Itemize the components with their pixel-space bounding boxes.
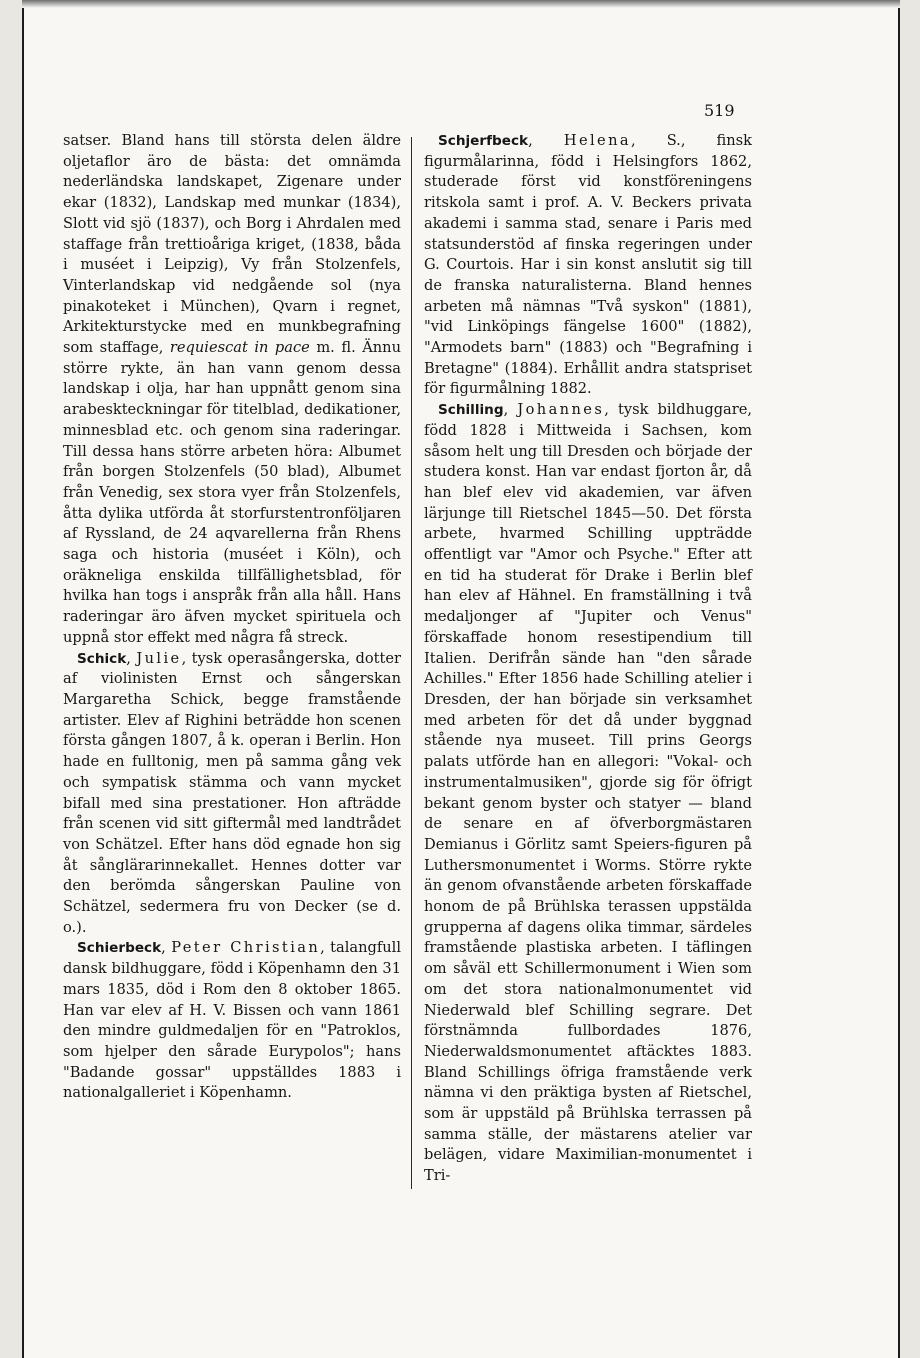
entry-schick [63, 649, 401, 939]
entry-text: , [126, 649, 137, 667]
entry-text: , [161, 939, 172, 957]
entry-text: m. fl. Ännu större rykte, än han vann genom dessa landskap i olja, har han uppnått genom sina arabeskteckningar för titelblad, dedikationer, minnesblad etc. och genom sina raderingar. Till dessa hans större arbeten höra: Albumet från borgen Stolzenfels (50 blad), Albumet från Venedig, sex stora vyer från Stolzenfels, åtta dylika utförda åt storfurstentronföljaren af Ryssland, de 24 aqvarellerna från Rhens saga och historia (muséet i Köln), och oräkneliga enskilda tillfällighetsblad, för hvilka han togs i anspråk från alla håll. Hans raderingar äro äfven mycket spirituela och uppnå stor effekt med några få streck. [63, 339, 401, 646]
entry-given-name: Helena [563, 132, 631, 149]
page-number: 519 [704, 101, 735, 120]
entry-headword: Schick [77, 650, 127, 667]
entry-text: , talangfull dansk bildhuggare, född i Köpenhamn den 31 mars 1835, död i Rom den 8 oktober 1865. Han var elev af H. V. Bissen och vann 1861 den mindre guldmedaljen för en "Patroklos, som hjelper den sårade Eurypolos"; hans "Badande gossar" uppställdes 1883 i nationalgalleriet i Köpenhamn. [63, 939, 401, 1102]
entry-text: , [503, 401, 518, 419]
entry-schilling [424, 400, 752, 1187]
entry-text: , tysk bildhuggare, född 1828 i Mittweida i Sachsen, kom såsom helt ung till Dresden och började der studera konst. Han var endast fjorton år, då han blef elev vid akademien, var äfven lärjunge till Rietschel 1845—50. Det första arbete, hvarmed Schilling uppträdde offentligt var "Amor och Psyche." Efter att en tid ha studerat för Drake i Berlin blef han elev af Hähnel. En framställning i två medaljonger af "Jupiter och Venus" förskaffade honom resestipendium till Italien. Derifrån sände han "den sårade Achilles." Efter 1856 hade Schilling atelier i Dresden, der han började sin verksamhet med arbeten för det då under byggnad stående nya museet. Till prins Georgs palats utförde han en allegori: "Vokal- och instrumentalmusiken", gjorde sig för öfrigt bekant genom byster och statyer — bland de senare en af öfverborgmästaren Demianus i Görlitz samt Speiers-figuren på Luthersmonumentet i Worms. Större rykte än genom ofvanstående arbeten förskaffade honom de på Brühlska terassen uppstälda grupperna af dagens olika timmar, särdeles framstående plastiska arbeten. I täflingen om såväl ett Schillermonument i Wien som om det stora nationalmonumentet vid Niederwald blef Schilling segrare. Det förstnämnda fullbordades 1876, Niederwaldsmonumentet aftäcktes 1883. Bland Schillings öfriga framstående verk nämna vi den präktiga bysten af Rietschel, som är uppstäld på Brühlska terrassen på samma ställe, der mästarens atelier var belägen, vidare Maximilian-monumentet i Tri- [424, 401, 752, 1185]
entry-headword: Schjerfbeck [438, 133, 529, 149]
entry-text: satser. Bland hans till största delen äldre oljetaflor äro de bästa: det omnämda nederländska landskapet, Zigenare under ekar (1832), Landskap med munkar (1834), Slott vid sjö (1837), och Borg i Ahrdalen med staffage från trettioåriga kriget, (1838, båda i muséet i Leipzig), Vy från Stolzenfels, Vinterlandskap vid nedgående sol (nya pinakoteket i München), Qvarn i regnet, Arkitekturstycke med en munkbegrafning som staffage, [63, 132, 401, 357]
entry-headword: Schilling [438, 402, 504, 419]
page-top-edge [22, 0, 900, 8]
left-column [63, 131, 401, 1104]
entry-schjerfbeck [424, 131, 752, 400]
entry-headword: Schierbeck [77, 940, 162, 957]
entry-schierbeck [63, 938, 401, 1104]
entry-cont [63, 131, 401, 649]
entry-given-name: Johannes [517, 401, 605, 419]
entry-text: , tysk operasångerska, dotter af violinisten Ernst och sångerskan Margaretha Schick, begge framstående artister. Elev af Righini beträdde hon scenen första gången 1807, å k. operan i Berlin. Hon hade en fulltonig, men på samma gång vek och sympatisk stämma och vann mycket bifall med sina prestationer. Hon afträdde från scenen vid sitt giftermål med landtrådet von Schätzel. Efter hans död egnade hon sig åt sånglärarinnekallet. Hennes dotter var den berömda sångerskan Pauline von Schätzel, sedermera fru von Decker (se d. o.). [63, 649, 401, 936]
column-divider [411, 137, 412, 1189]
entry-given-name: Peter Christian [171, 939, 321, 957]
entry-text: , [528, 132, 564, 149]
entry-given-name: Julie [136, 649, 182, 667]
entry-text: requiescat in pace [169, 339, 310, 357]
entry-text: , S., finsk figurmålarinna, född i Helsingfors 1862, studerade först vid konstföreningens ritskola samt i prof. A. V. Beckers privata akademi i samma stad, senare i Paris med statsunderstöd af finska regeringen under G. Courtois. Har i sin konst anslutit sig till de franska naturalisterna. Bland hennes arbeten må nämnas "Två syskon" (1881), "vid Linköpings fängelse 1600" (1882), "Armodets barn" (1883) och "Begrafning i Bretagne" (1884). Erhållit andra statspriset för figurmålning 1882. [424, 132, 753, 398]
right-column [424, 131, 752, 1187]
